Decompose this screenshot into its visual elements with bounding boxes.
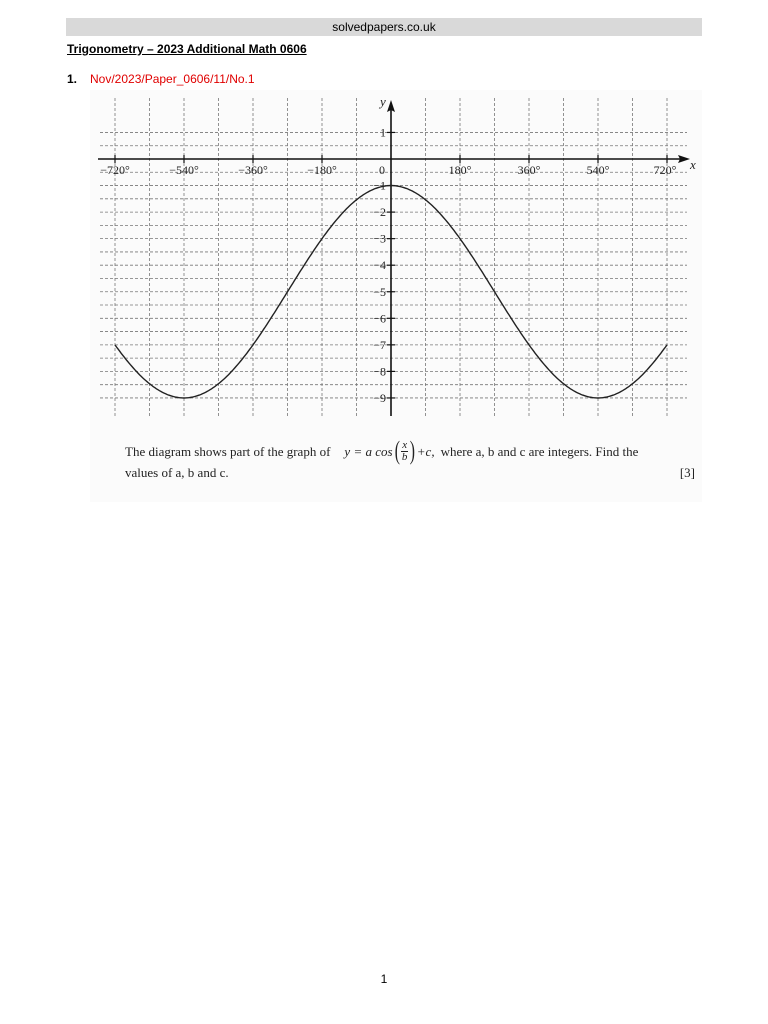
- formula-denominator: b: [401, 450, 408, 463]
- question-text-before: The diagram shows part of the graph of: [125, 443, 331, 459]
- graph-formula: y = a cos ( $\frac{x}{b}$ ) +c,: [344, 436, 435, 465]
- x-tick-label: 0: [379, 163, 385, 177]
- question-reference: Nov/2023/Paper_0606/11/No.1: [90, 72, 255, 86]
- formula-numerator: x: [402, 438, 408, 451]
- x-axis-label: x: [690, 157, 696, 172]
- formula-lhs: y = a cos: [344, 443, 393, 459]
- y-tick-label: −6: [373, 311, 386, 326]
- x-tick-label: −720°: [100, 163, 130, 177]
- question-text-after: where a, b and c are integers. Find the: [440, 443, 639, 459]
- site-name: solvedpapers.co.uk: [332, 20, 436, 34]
- x-tick-label: −540°: [169, 163, 199, 177]
- y-tick-label: −1: [373, 178, 386, 193]
- question-text-line2: values of a, b and c.: [125, 465, 229, 480]
- x-tick-label: 720°: [653, 163, 677, 177]
- y-axis-label: y: [380, 94, 386, 109]
- y-tick-label: −2: [373, 205, 386, 220]
- y-tick-label: −8: [373, 364, 386, 379]
- question-marks: [3]: [679, 465, 695, 480]
- y-tick-label: −4: [373, 258, 386, 273]
- x-tick-label: −360°: [238, 163, 268, 177]
- x-tick-label: 180°: [448, 163, 472, 177]
- x-tick-label: 540°: [586, 163, 610, 177]
- y-tick-label: −5: [373, 284, 386, 299]
- question-text: [125, 438, 695, 481]
- site-header-bar: [66, 18, 702, 36]
- document-title: Trigonometry – 2023 Additional Math 0606: [67, 42, 307, 56]
- y-tick-label: −7: [373, 337, 386, 352]
- y-tick-label: −9: [373, 390, 386, 405]
- formula-fraction: [401, 440, 408, 463]
- y-tick-label: 1: [380, 125, 386, 140]
- x-tick-label: −180°: [307, 163, 337, 177]
- y-tick-label: −3: [373, 231, 386, 246]
- cosine-graph: [90, 90, 702, 430]
- x-tick-label: 360°: [517, 163, 541, 177]
- formula-rhs: +c,: [416, 443, 435, 459]
- question-number: 1.: [67, 72, 78, 86]
- page-number: 1: [380, 972, 388, 986]
